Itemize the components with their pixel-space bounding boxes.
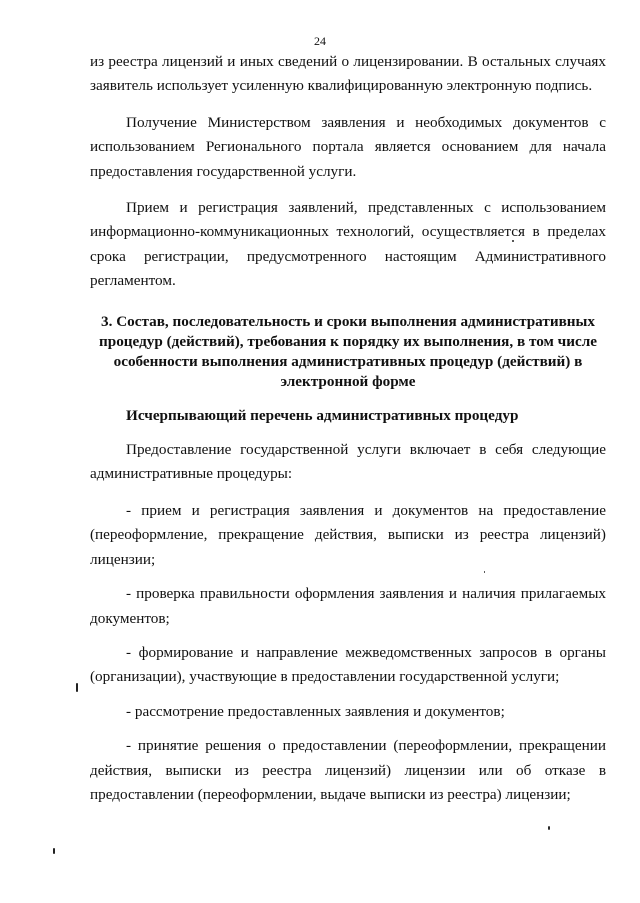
paragraph-portal-receipt: Получение Министерством заявления и необходимых документов с использованием Регионального портала является основанием для начала предоставления государственной услуги. <box>90 113 606 180</box>
scan-speck <box>484 571 485 573</box>
list-item: - формирование и направление межведомственных запросов в органы (организации), участвующие в предоставлении государственной услуги; <box>90 643 606 686</box>
list-item: - принятие решения о предоставлении (переоформлении, прекращении действия, выписки из реестра лицензий) лицензии или об отказе в предоставлении (переоформлении, выдаче выписки из реестра) лицензии; <box>90 737 606 803</box>
list-item: - рассмотрение предоставленных заявления и документов; <box>126 702 505 720</box>
procedures-intro: Предоставление государственной услуги включает в себя следующие административные процедуры: <box>90 441 606 483</box>
paragraph-registration: Прием и регистрация заявлений, представленных с использованием информационно-коммуникационных технологий, осуществляется в пределах срока регистрации, предусмотренного настоящим Административного регламентом. <box>90 199 606 290</box>
paragraph-continuation: из реестра лицензий и иных сведений о лицензировании. В остальных случаях заявитель использует усиленную квалифицированную электронную подпись. <box>90 53 606 95</box>
sub-heading: Исчерпывающий перечень административных процедур <box>126 406 519 424</box>
list-item: - проверка правильности оформления заявления и наличия прилагаемых документов; <box>90 585 606 627</box>
procedures-list <box>90 499 606 807</box>
document-body <box>90 50 606 817</box>
list-item: - прием и регистрация заявления и документов на предоставление (переоформление, прекращение действия, выписки из реестра лицензий) лицензии; <box>90 501 606 568</box>
section-heading: 3. Состав, последовательность и сроки выполнения административных процедур (действий), требования к порядку их выполнения, в том числе особенности выполнения административных процедур (действий) в электронной форме <box>99 312 597 390</box>
scan-speck <box>548 826 550 830</box>
scan-speck <box>512 240 514 242</box>
page-number: 24 <box>314 34 326 48</box>
scan-speck <box>53 848 55 854</box>
scan-speck <box>76 683 78 692</box>
